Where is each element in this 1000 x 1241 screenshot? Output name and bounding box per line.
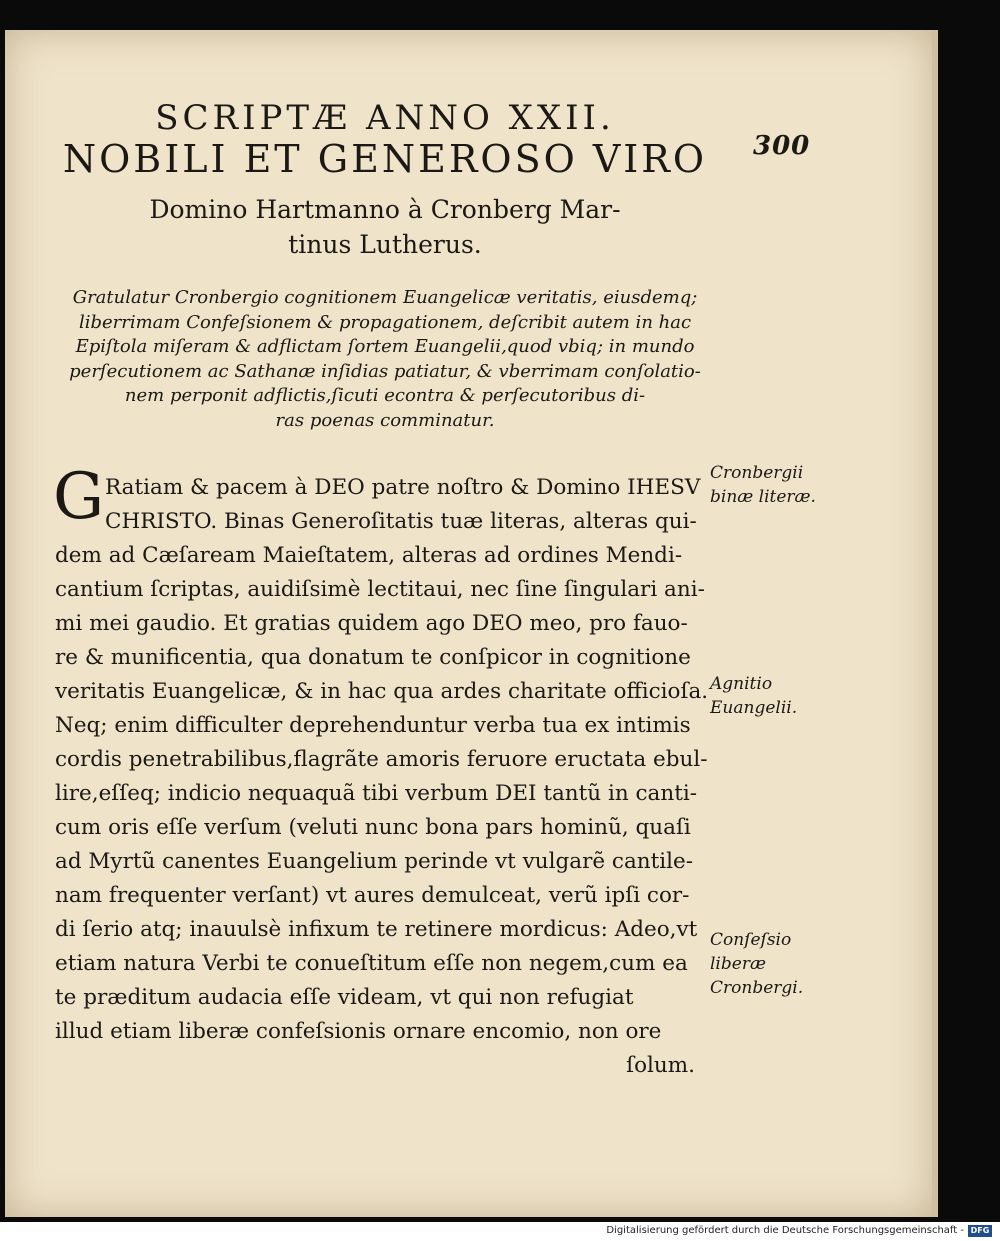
body-line: mi mei gaudio. Et gratias quidem ago DEO meo, pro fauo- — [55, 611, 688, 636]
margin-note-line: Agnitio — [710, 674, 773, 694]
body-line: nam frequenter verſant) vt aures demulceat, verũ ipſi cor- — [55, 883, 690, 908]
summary-line: Epiſtola miſeram & adflictam ſortem Euangelii,quod vbiq; in mundo — [75, 336, 695, 357]
body-line: cum oris eſſe verſum (veluti nunc bona pars hominũ, quaſi — [55, 815, 691, 840]
running-heading: SCRIPTÆ ANNO XXII. — [155, 98, 615, 138]
margin-note-confessio — [710, 928, 803, 1000]
margin-note-line: liberæ — [710, 954, 766, 974]
drop-capital: G — [53, 460, 105, 534]
digitization-credit: Digitalisierung gefördert durch die Deutsche Forschungsgemeinschaft - — [606, 1225, 964, 1236]
summary-line: perſecutionem ac Sathanæ inſidias patiatur, & vberrimam conſolatio- — [69, 360, 701, 382]
body-line: di ſerio atq; inauulsè infixum te retinere mordicus: Adeo,vt — [55, 917, 698, 942]
book-page — [5, 30, 932, 1217]
letter-body — [53, 460, 715, 1083]
summary-line: Gratulatur Cronbergio cognitionem Euangelicæ veritatis, eiusdemq; — [72, 287, 698, 308]
folio-number: 300 — [753, 131, 811, 161]
margin-note-cronbergii — [710, 461, 816, 509]
summary-line: ras poenas comminatur. — [275, 409, 495, 431]
body-line: dem ad Cæſaream Maieſtatem, alteras ad ordines Mendi- — [55, 543, 683, 568]
subtitle-line: tinus Lutherus. — [288, 230, 482, 259]
body-line: cantium ſcriptas, auidiſsimè lectitaui, nec ſine ſingulari ani- — [55, 577, 705, 602]
letter-heading: NOBILI ET GENEROSO VIRO — [62, 137, 708, 181]
summary-line: liberrimam Confeſsionem & propagationem, deſcribit autem in hac — [78, 311, 692, 333]
body-line: te prӕditum audacia eſſe videam, vt qui non refugiat — [55, 985, 634, 1010]
body-line: Neq; enim difficulter deprehenduntur verba tua ex intimis — [55, 713, 691, 738]
dfg-logo-icon: DFG — [968, 1225, 992, 1237]
body-line: lire,eſſeq; indicio nequaquã tibi verbum DEI tantũ in canti- — [55, 781, 698, 806]
body-line: veritatis Euangelicæ, & in hac qua ardes charitate officioſa. — [55, 679, 709, 704]
margin-note-line: Euangelii. — [710, 698, 798, 718]
margin-note-line: Cronbergi. — [710, 978, 804, 998]
body-line: cordis penetrabilibus,flagrãte amoris feruore eructata ebul- — [55, 747, 708, 772]
margin-note-line: Conſeſsio — [710, 930, 792, 950]
body-line: Ratiam & pacem à DEO patre noſtro & Domino IHESV — [105, 475, 701, 500]
body-line: etiam natura Verbi te conueſtitum eſſe non negem,cum ea — [55, 951, 688, 976]
body-line: illud etiam liberæ confeſsionis ornare encomio, non ore — [55, 1019, 662, 1044]
margin-note-line: binæ literæ. — [710, 487, 816, 507]
margin-note-line: Cronbergii — [710, 463, 804, 483]
body-line: ad Myrtũ canentes Euangelium perinde vt vulgarẽ cantile- — [55, 849, 693, 874]
page-edge — [932, 30, 938, 1217]
letter-summary — [5, 286, 765, 433]
body-line: re & munificentia, qua donatum te conſpicor in cognitione — [55, 645, 691, 670]
summary-line: nem perponit adflictis,ſicuti econtra & perſecutoribus di- — [124, 385, 646, 406]
body-line: ſolum. — [626, 1053, 695, 1078]
margin-note-agnitio — [710, 672, 797, 720]
letter-subtitle — [5, 192, 765, 262]
body-line: CHRISTO. Binas Generoſitatis tuæ literas, alteras qui- — [105, 509, 697, 534]
subtitle-line: Domino Hartmanno à Cronberg Mar- — [149, 195, 621, 224]
